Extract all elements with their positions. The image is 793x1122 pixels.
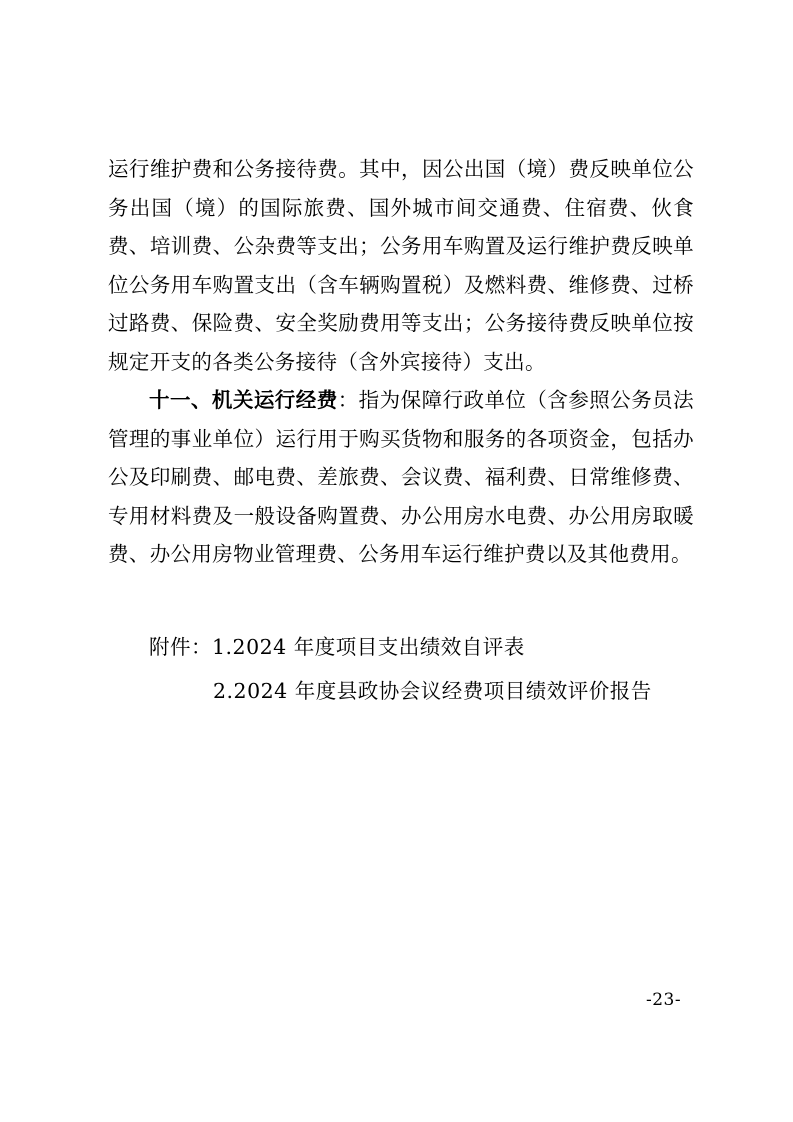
page-number: -23-: [646, 990, 682, 1010]
attachment-line-1: [149, 628, 525, 666]
attachment-item-2: 2.2024 年度县政协会议经费项目绩效评价报告: [213, 679, 652, 703]
section-heading: 十一、机关运行经费: [149, 388, 338, 412]
section-eleven-paragraph: [108, 381, 694, 574]
section-body-text: ：指为保障行政单位（含参照公务员法管理的事业单位）运行用于购买货物和服务的各项资金，包括办公及印刷费、邮电费、差旅费、会议费、福利费、日常维修费、专用材料费及一般设备购置费、办公用房水电费、办公用房取暖费、办公用房物业管理费、公务用车运行维护费以及其他费用。: [108, 388, 695, 567]
body-paragraph: [108, 150, 694, 382]
attachment-line-2: [213, 672, 652, 710]
attachment-item-1: 1.2024 年度项目支出绩效自评表: [212, 635, 525, 659]
paragraph-text: 运行维护费和公务接待费。其中，因公出国（境）费反映单位公务出国（境）的国际旅费、国外城市间交通费、住宿费、伙食费、培训费、公杂费等支出；公务用车购置及运行维护费反映单位公务用车购置支出（含车辆购置税）及燃料费、维修费、过桥过路费、保险费、安全奖励费用等支出；公务接待费反映单位按规定开支的各类公务接待（含外宾接待）支出。: [108, 157, 694, 374]
attachments-label: 附件：: [149, 635, 212, 659]
